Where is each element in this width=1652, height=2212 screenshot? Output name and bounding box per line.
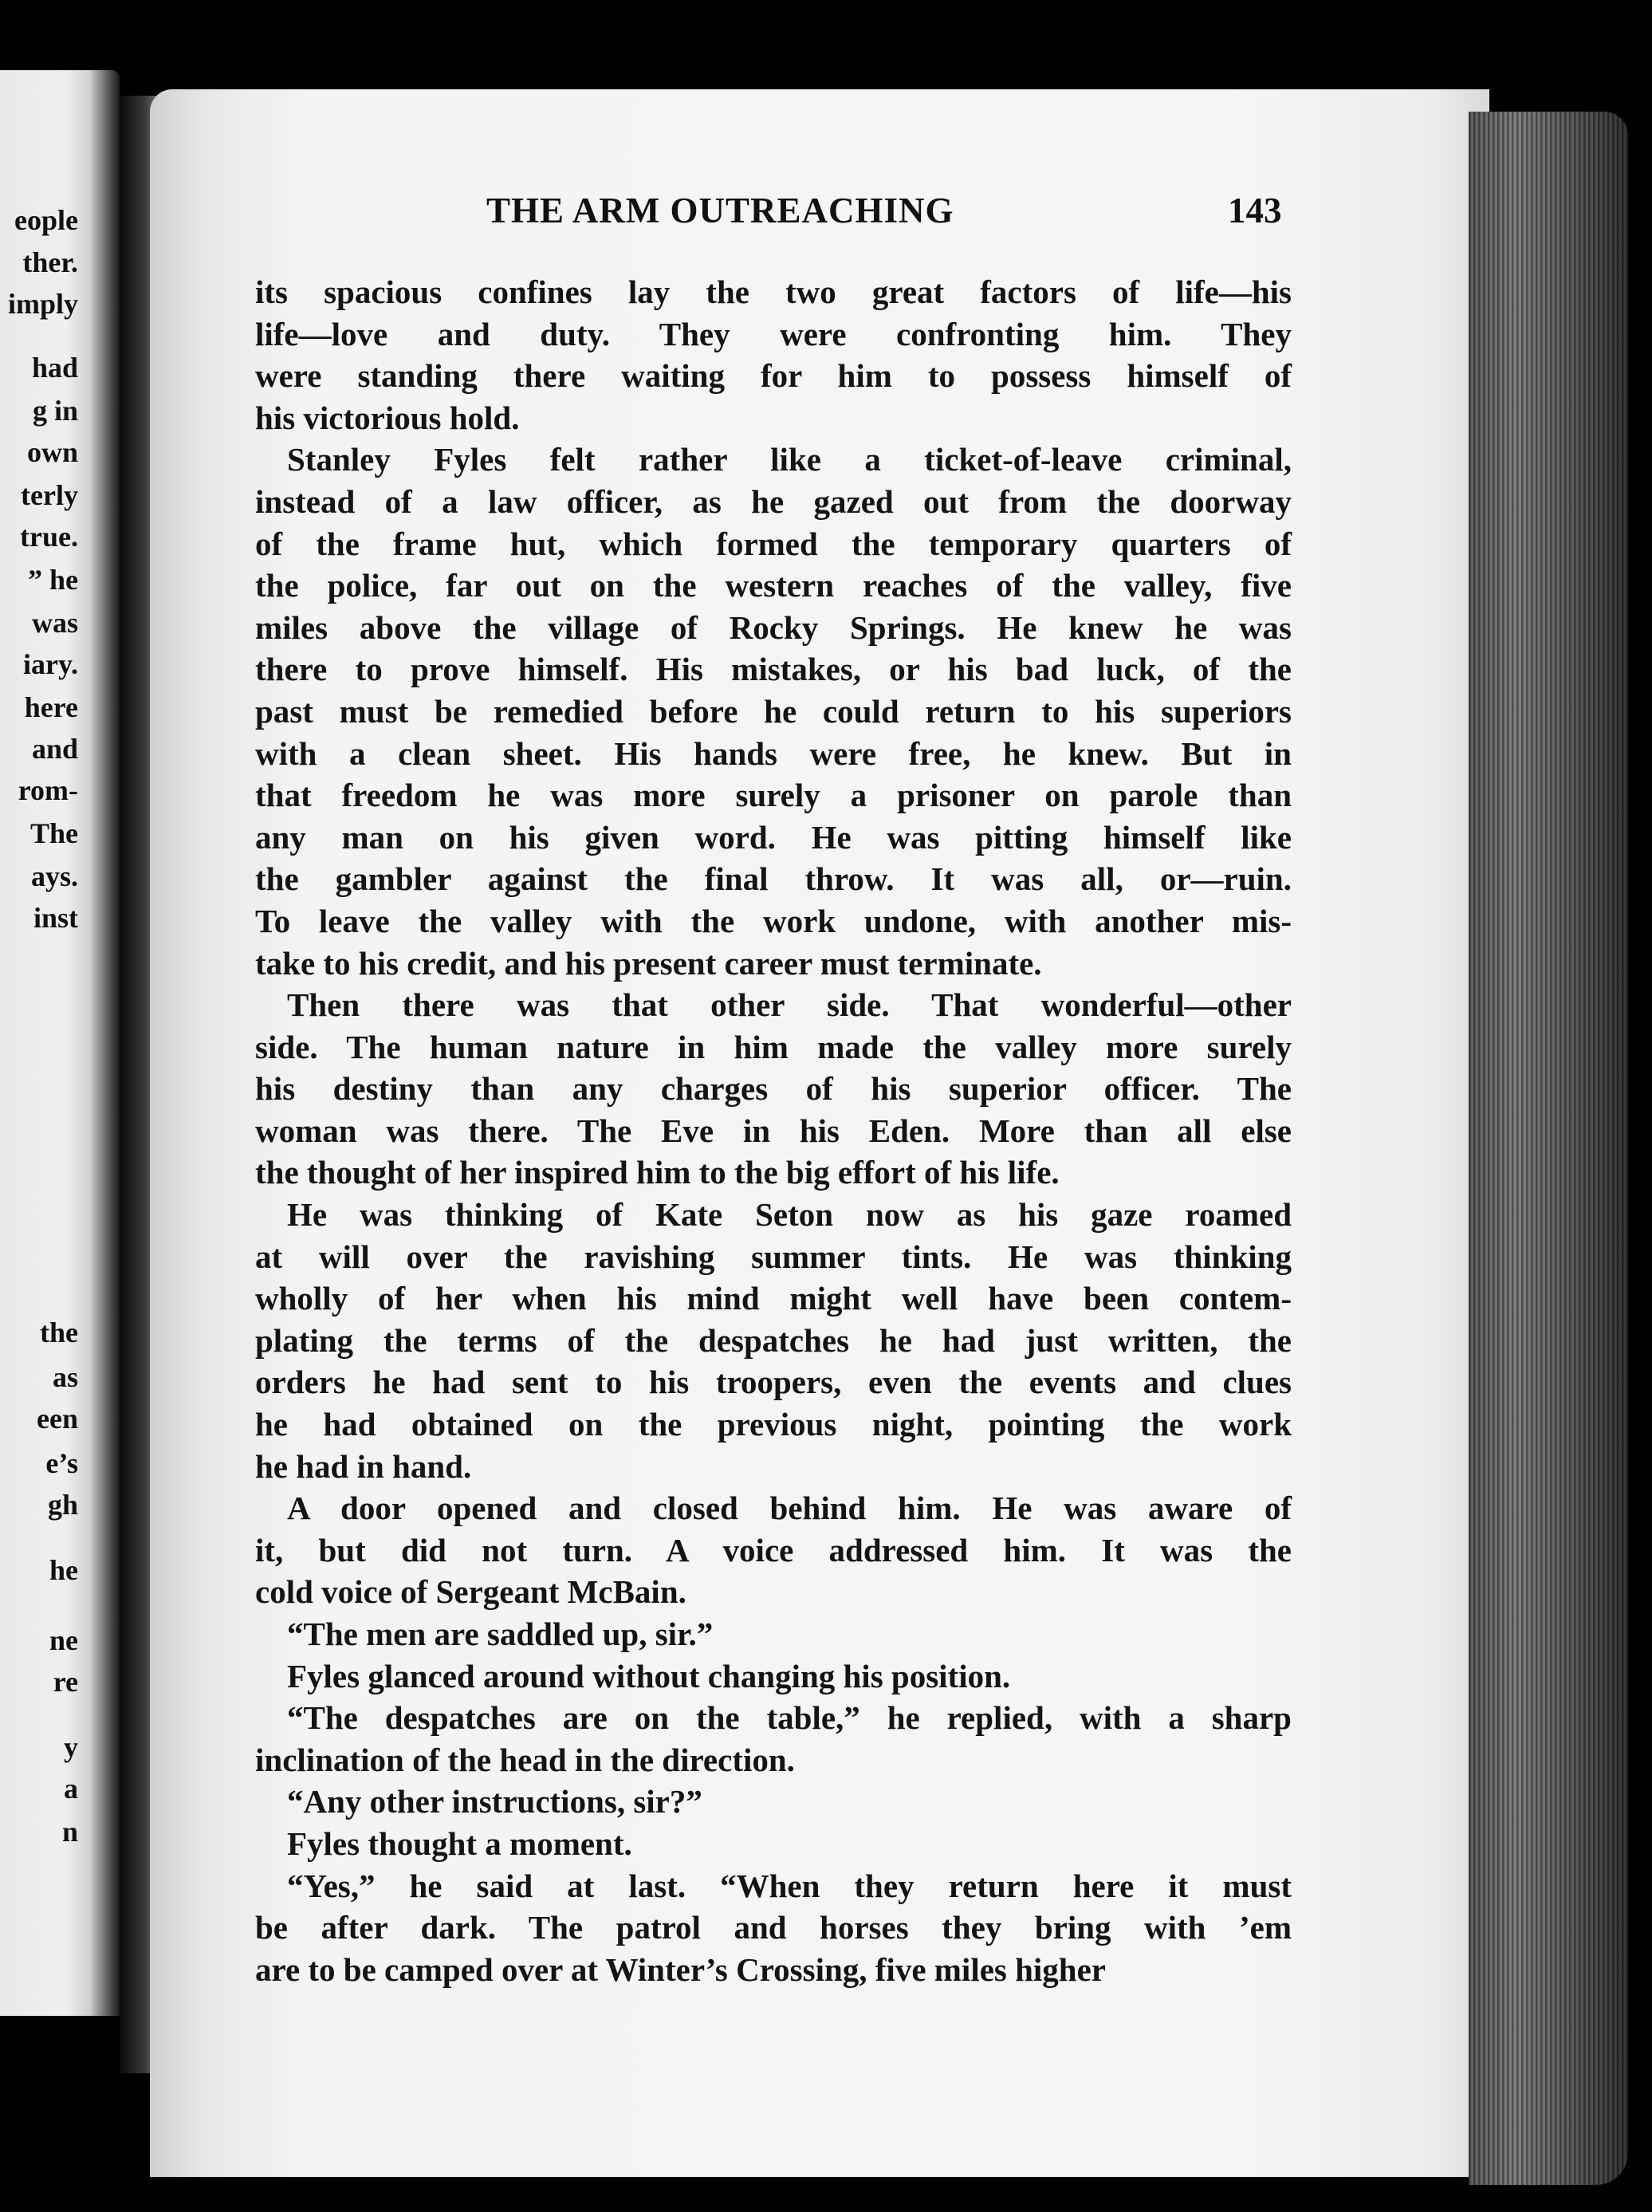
text-line: woman was there. The Eve in his Eden. More than all else xyxy=(255,1112,1292,1149)
text-line: side. The human nature in him made the valley more surely xyxy=(255,1028,1292,1065)
left-page-line: ne xyxy=(49,1624,78,1656)
left-page-line: n xyxy=(61,1816,78,1848)
text-line: “The men are saddled up, sir.” xyxy=(287,1616,714,1652)
left-page-line: the xyxy=(40,1317,78,1348)
text-line: he had obtained on the previous night, pointing the work xyxy=(255,1406,1292,1443)
left-page-line: rom- xyxy=(18,774,78,806)
left-page-line: own xyxy=(26,436,78,468)
left-page-line: e’s xyxy=(45,1447,78,1479)
text-line: “The despatches are on the table,” he replied, with a sharp xyxy=(287,1699,1292,1737)
text-line: there to prove himself. His mistakes, or his bad luck, of the xyxy=(255,651,1292,688)
left-page-line: here xyxy=(24,691,78,723)
text-line: any man on his given word. He was pitting himself like xyxy=(255,818,1292,856)
text-line: were standing there waiting for him to possess himself of xyxy=(255,357,1292,395)
text-line: cold voice of Sergeant McBain. xyxy=(255,1573,686,1611)
text-line: with a clean sheet. His hands were free, he knew. But in xyxy=(255,734,1292,772)
left-page-line: The xyxy=(30,817,78,849)
left-page-line: a xyxy=(64,1773,78,1805)
page-number: 143 xyxy=(1228,191,1282,230)
text-line: To leave the valley with the work undone, with another mis- xyxy=(255,902,1292,939)
text-line: take to his credit, and his present career must terminate. xyxy=(255,944,1042,982)
left-page-line: true. xyxy=(20,521,78,553)
text-line: he had in hand. xyxy=(255,1447,472,1485)
left-page-line: was xyxy=(31,607,78,639)
body-text xyxy=(255,271,1292,1990)
text-line: are to be camped over at Winter’s Crossing, five miles higher xyxy=(255,1950,1107,1988)
text-line: A door opened and closed behind him. He was aware of xyxy=(287,1490,1292,1527)
text-line: life—love and duty. They were confronting him. They xyxy=(255,315,1292,352)
left-page-line: ” he xyxy=(28,564,78,596)
text-line: “Any other instructions, sir?” xyxy=(287,1783,702,1820)
text-line: past must be remedied before he could return to his superiors xyxy=(255,692,1292,730)
text-line: his victorious hold. xyxy=(255,399,520,436)
text-line: orders he had sent to his troopers, even the events and clues xyxy=(255,1364,1292,1401)
text-line: Fyles thought a moment. xyxy=(287,1824,632,1862)
text-line: its spacious confines lay the two great factors of life—his xyxy=(255,274,1292,310)
left-page-line: y xyxy=(64,1731,78,1763)
running-header: THE ARM OUTREACHING xyxy=(486,191,954,230)
left-page-line: re xyxy=(53,1666,78,1698)
left-page-line: een xyxy=(37,1403,78,1435)
left-page-line: terly xyxy=(21,479,78,511)
text-line: the gambler against the final throw. It was all, or—ruin. xyxy=(255,860,1292,898)
left-page-line: inst xyxy=(33,902,78,934)
left-page-line: had xyxy=(31,352,78,384)
text-line: at will over the ravishing summer tints. He was thinking xyxy=(255,1238,1292,1275)
left-page-line: ther. xyxy=(22,246,78,278)
text-line: the police, far out on the western reaches of the valley, five xyxy=(255,567,1292,604)
text-line: wholly of her when his mind might well have been contem- xyxy=(255,1280,1292,1317)
left-page-fragment xyxy=(0,70,120,2016)
text-line: Fyles glanced around without changing his position. xyxy=(287,1657,1011,1694)
text-line: “Yes,” he said at last. “When they return here it must xyxy=(287,1867,1292,1904)
left-page-line: he xyxy=(49,1554,78,1586)
text-line: instead of a law officer, as he gazed out from the doorway xyxy=(255,482,1292,520)
left-page-line: ays. xyxy=(30,860,78,892)
text-line: plating the terms of the despatches he had just written, the xyxy=(255,1321,1292,1359)
left-page-line: and xyxy=(31,733,78,765)
text-line: He was thinking of Kate Seton now as his gaze roamed xyxy=(287,1196,1292,1234)
text-line: be after dark. The patrol and horses they bring with ’em xyxy=(255,1909,1292,1946)
text-line: Then there was that other side. That wonderful—other xyxy=(287,986,1292,1024)
left-page-line: imply xyxy=(7,288,78,320)
text-line: it, but did not turn. A voice addressed him. It was the xyxy=(255,1531,1292,1568)
left-page-line: as xyxy=(52,1361,78,1393)
text-line: inclination of the head in the direction. xyxy=(255,1741,795,1778)
text-line: the thought of her inspired him to the big effort of his life. xyxy=(255,1154,1060,1191)
left-page-line: gh xyxy=(47,1489,78,1521)
text-line: that freedom he was more surely a prisoner on parole than xyxy=(255,777,1292,814)
text-line: Stanley Fyles felt rather like a ticket-of-leave criminal, xyxy=(287,441,1292,478)
left-page-line: iary. xyxy=(23,648,78,680)
page-edges xyxy=(1469,112,1628,2185)
text-line: miles above the village of Rocky Springs. He knew he was xyxy=(255,608,1292,646)
left-page-line: eople xyxy=(14,204,78,236)
left-page-line: g in xyxy=(32,395,78,427)
text-line: of the frame hut, which formed the temporary quarters of xyxy=(255,525,1292,562)
text-line: his destiny than any charges of his superior officer. The xyxy=(255,1070,1292,1108)
